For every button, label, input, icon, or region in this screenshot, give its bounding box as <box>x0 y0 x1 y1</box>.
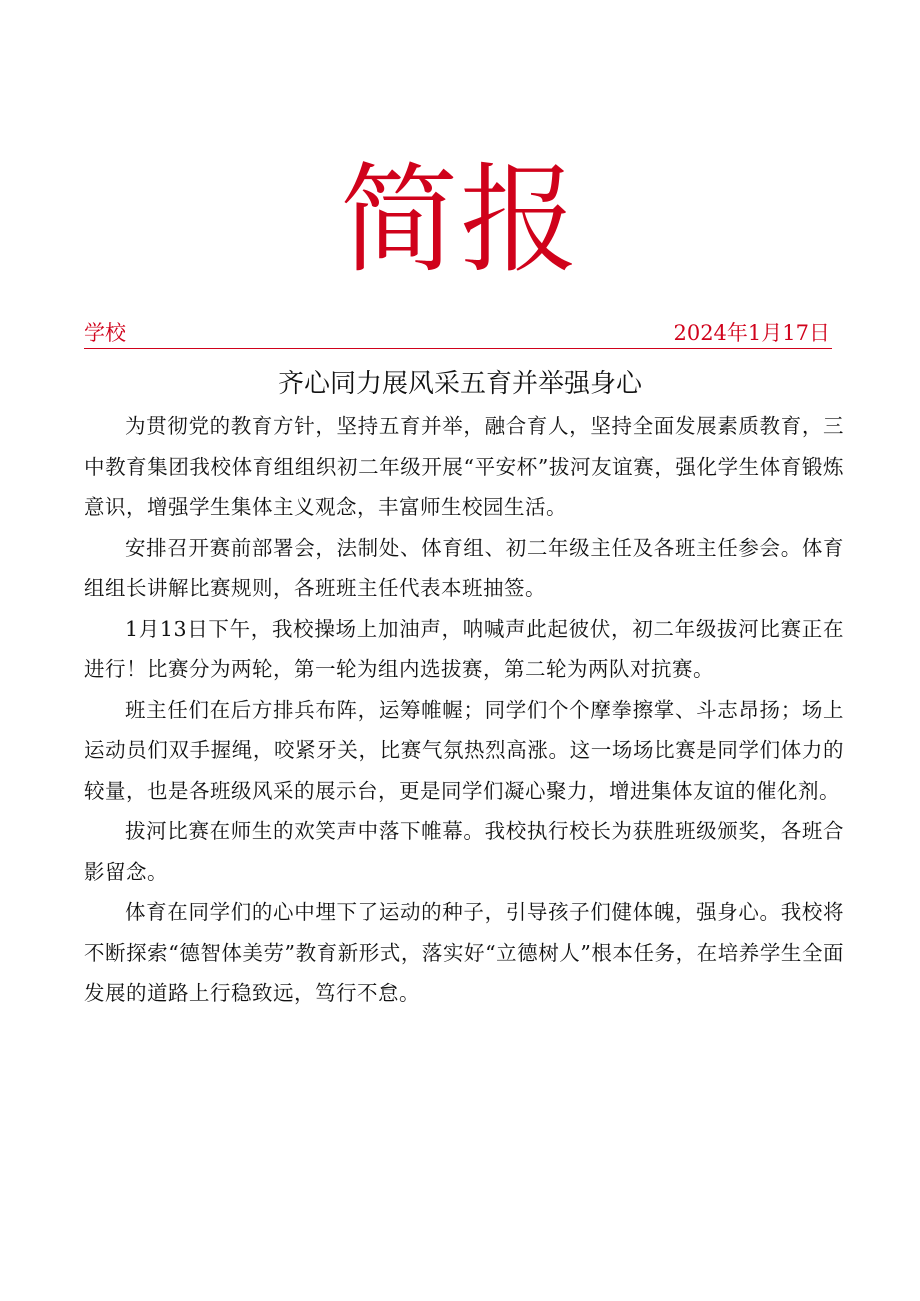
article-paragraph: 安排召开赛前部署会，法制处、体育组、初二年级主任及各班主任参会。体育组组长讲解比赛规则，各班班主任代表本班抽签。 <box>84 535 844 600</box>
article-title: 齐心同力展风采五育并举强身心 <box>277 369 642 399</box>
article-paragraph: 1月13日下午，我校操场上加油声，呐喊声此起彼伏，初二年级拔河比赛正在进行！比赛分为两轮，第一轮为组内选拔赛，第二轮为两队对抗赛。 <box>84 616 844 681</box>
article-paragraph: 班主任们在后方排兵布阵，运筹帷幄；同学们个个摩拳擦掌、斗志昂扬；场上运动员们双手握绳，咬紧牙关，比赛气氛热烈高涨。这一场场比赛是同学们体力的较量，也是各班级风采的展示台，更是同学们凝心聚力，增进集体友谊的催化剂。 <box>84 697 844 803</box>
issue-date: 2024年1月17日 <box>673 321 830 345</box>
masthead-title: 简报 <box>339 151 580 289</box>
issuing-unit: 学校 <box>84 321 126 345</box>
article-paragraph: 体育在同学们的心中埋下了运动的种子，引导孩子们健体魄，强身心。我校将不断探索“德智体美劳”教育新形式，落实好“立德树人”根本任务，在培养学生全面发展的道路上行稳致远，笃行不怠。 <box>84 900 844 1005</box>
article-body <box>84 406 844 1014</box>
article-paragraph: 拔河比赛在师生的欢笑声中落下帷幕。我校执行校长为获胜班级颁奖，各班合影留念。 <box>84 819 844 884</box>
article-paragraph: 为贯彻党的教育方针，坚持五育并举，融合育人，坚持全面发展素质教育，三中教育集团我校体育组组织初二年级开展“平安杯”拔河友谊赛，强化学生体育锻炼意识，增强学生集体主义观念，丰富师生校园生活。 <box>84 414 844 519</box>
header-meta-line <box>84 318 832 349</box>
